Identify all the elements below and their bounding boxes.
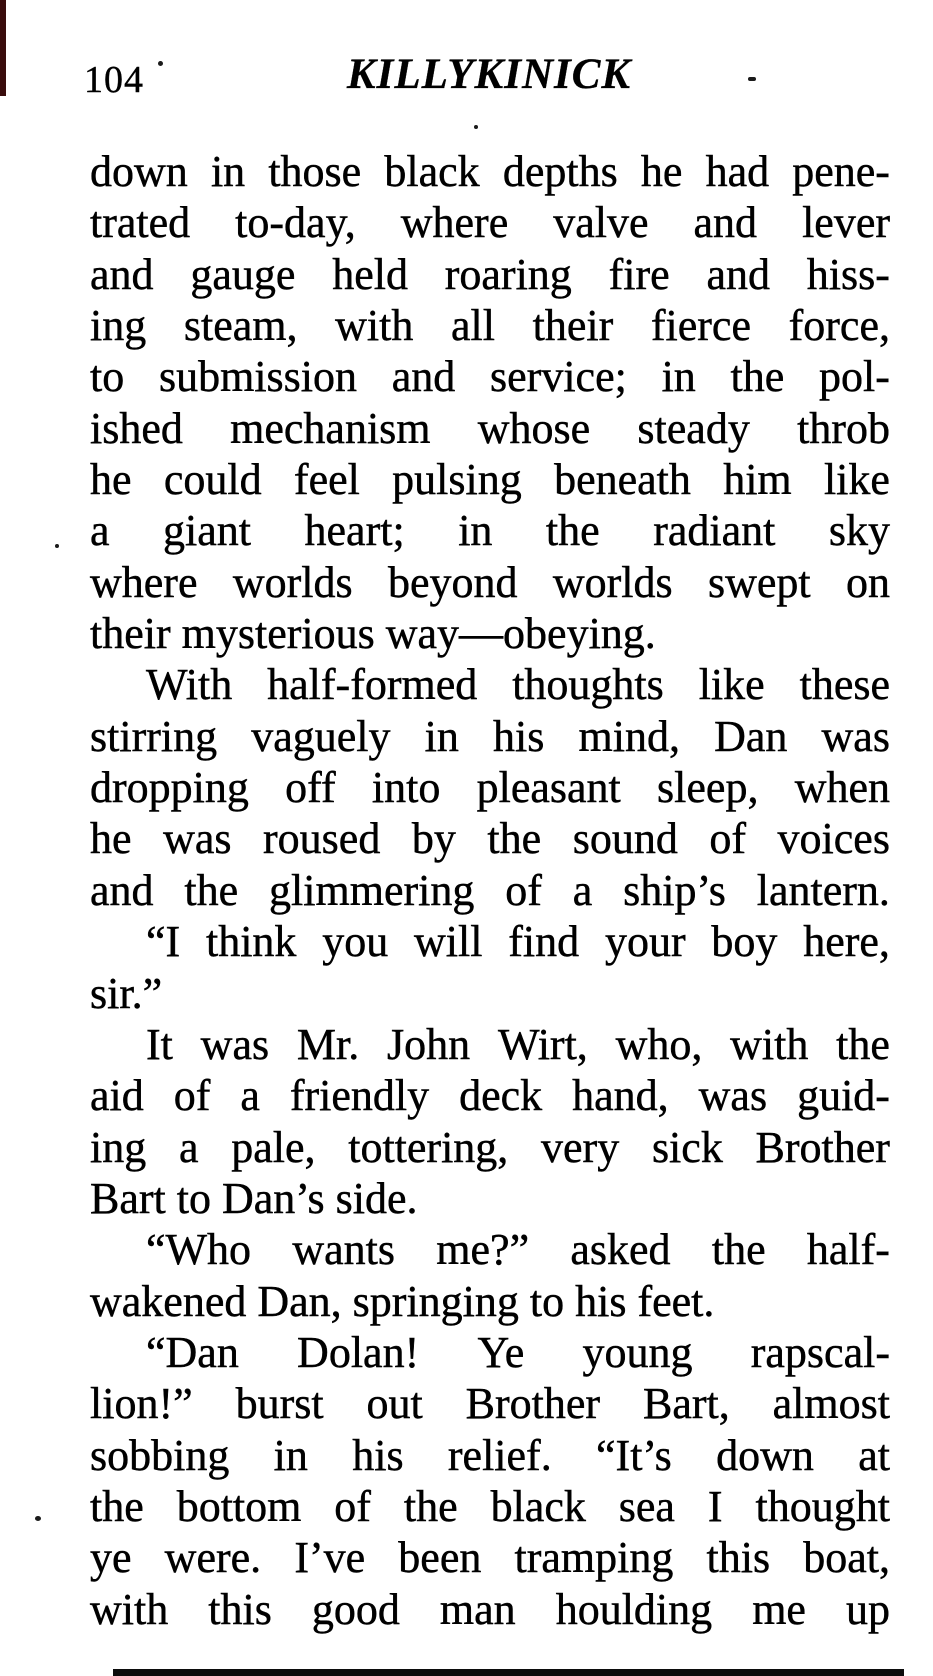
- word: a: [572, 865, 593, 915]
- word: will: [414, 917, 483, 967]
- word: was: [821, 711, 890, 761]
- word: a: [240, 1071, 260, 1121]
- word: down: [90, 147, 188, 196]
- word: Dan: [714, 711, 788, 761]
- word: relief.: [447, 1430, 552, 1480]
- text-line: [90, 1224, 890, 1275]
- word: in: [273, 1430, 308, 1480]
- word: roused: [263, 814, 381, 864]
- word: he: [90, 814, 132, 864]
- word: their: [532, 301, 614, 351]
- scan-edge-mark: [0, 0, 6, 96]
- word: the: [184, 865, 239, 915]
- word: ing: [90, 301, 147, 351]
- word: Mr.: [296, 1019, 360, 1069]
- word: pleasant: [476, 763, 621, 813]
- word: and: [90, 865, 154, 915]
- word: I’ve: [294, 1533, 366, 1583]
- word: sleep,: [657, 763, 759, 813]
- word: rapscal-: [750, 1327, 890, 1377]
- word: deck: [459, 1071, 543, 1121]
- word: mind,: [578, 711, 680, 761]
- text-line: [90, 916, 890, 967]
- scan-speck: [158, 61, 163, 66]
- body-text: [90, 146, 890, 1635]
- word: a: [178, 1122, 199, 1172]
- word: when: [794, 763, 890, 813]
- word: and: [90, 249, 154, 299]
- word: the: [90, 1481, 144, 1531]
- word: this: [208, 1584, 272, 1634]
- word: trated: [90, 198, 191, 248]
- text-line: [90, 300, 890, 351]
- word: half-formed: [267, 660, 478, 710]
- text-line: [90, 1122, 890, 1173]
- word: into: [371, 763, 441, 813]
- word: young: [582, 1327, 693, 1377]
- word: whose: [477, 403, 591, 453]
- word: the: [545, 506, 600, 556]
- word: glimmering: [269, 865, 475, 915]
- word: by: [411, 814, 456, 864]
- word: ship’s: [623, 865, 726, 915]
- text-line: [90, 197, 890, 248]
- word: the: [487, 814, 542, 864]
- word: hand,: [572, 1071, 669, 1121]
- word: friendly: [289, 1071, 430, 1121]
- word: “Dan: [146, 1327, 239, 1377]
- word: half-: [806, 1225, 890, 1275]
- word: dropping: [90, 763, 249, 813]
- word: man: [439, 1584, 516, 1634]
- word: who,: [615, 1019, 703, 1069]
- text-line: [90, 1070, 890, 1121]
- word: ished: [90, 403, 183, 453]
- word: gauge: [190, 249, 296, 299]
- word: where: [400, 198, 509, 248]
- text-line: [90, 865, 890, 916]
- word: off: [285, 763, 336, 813]
- word: roaring: [444, 249, 572, 299]
- word: fierce: [650, 301, 751, 351]
- word: pol-: [819, 352, 890, 402]
- word: had: [705, 147, 770, 196]
- word: beneath: [554, 455, 691, 505]
- word: Ye: [477, 1327, 525, 1377]
- word: thoughts: [512, 660, 664, 710]
- word: the: [711, 1225, 766, 1275]
- word: his: [352, 1430, 404, 1480]
- word: sobbing: [90, 1430, 230, 1480]
- word: this: [706, 1533, 771, 1583]
- text-line: sir.”: [90, 968, 163, 1018]
- word: like: [823, 455, 890, 505]
- word: tramping: [514, 1533, 674, 1583]
- word: in: [210, 147, 246, 196]
- word: lantern.: [756, 865, 890, 915]
- word: been: [398, 1533, 482, 1583]
- text-line: [90, 403, 890, 454]
- word: service;: [490, 352, 627, 402]
- word: in: [661, 352, 696, 402]
- word: held: [332, 249, 408, 299]
- scan-speck: [748, 77, 756, 81]
- word: bottom: [176, 1481, 302, 1531]
- word: It: [146, 1019, 173, 1069]
- word: almost: [772, 1379, 890, 1429]
- word: these: [799, 660, 890, 710]
- word: out: [366, 1379, 423, 1429]
- word: depths: [502, 147, 618, 196]
- word: steam,: [183, 301, 298, 351]
- word: to: [90, 352, 125, 402]
- word: he: [90, 455, 132, 505]
- word: swept: [707, 557, 811, 607]
- word: where: [90, 557, 198, 607]
- word: him: [723, 455, 792, 505]
- word: was: [200, 1019, 270, 1069]
- word: sea: [618, 1481, 675, 1531]
- word: I: [707, 1481, 723, 1531]
- word: down: [716, 1430, 814, 1480]
- text-line: [90, 813, 890, 864]
- scan-speck: [474, 125, 478, 129]
- text-line: [90, 1378, 890, 1429]
- word: were.: [164, 1533, 262, 1583]
- text-line: [90, 1019, 890, 1070]
- word: your: [604, 917, 686, 967]
- word: boy: [711, 917, 778, 967]
- scan-speck: [55, 544, 59, 548]
- word: good: [311, 1584, 400, 1634]
- word: the: [730, 352, 785, 402]
- text-line: [90, 351, 890, 402]
- word: lever: [802, 198, 890, 248]
- word: guid-: [797, 1071, 890, 1121]
- word: sick: [651, 1122, 723, 1172]
- word: Brother: [465, 1379, 601, 1429]
- text-line: [90, 557, 890, 608]
- word: of: [505, 865, 542, 915]
- word: steady: [637, 403, 750, 453]
- running-title: KILLYKINICK: [346, 51, 632, 98]
- word: me: [752, 1584, 806, 1634]
- word: worlds: [232, 557, 353, 607]
- word: me?”: [436, 1225, 530, 1275]
- word: his: [493, 711, 545, 761]
- word: you: [322, 917, 389, 967]
- word: very: [541, 1122, 620, 1172]
- word: tottering,: [348, 1122, 509, 1172]
- word: “Who: [146, 1225, 252, 1275]
- text-line: [90, 146, 890, 197]
- word: sound: [572, 814, 678, 864]
- word: “It’s: [596, 1430, 672, 1480]
- word: of: [334, 1481, 371, 1531]
- word: black: [384, 147, 480, 196]
- word: the: [836, 1019, 890, 1069]
- word: like: [698, 660, 765, 710]
- word: thought: [755, 1481, 890, 1531]
- word: ye: [90, 1533, 132, 1583]
- word: with: [730, 1019, 809, 1069]
- text-line: [90, 711, 890, 762]
- text-line: wakened Dan, springing to his feet.: [90, 1276, 715, 1326]
- text-line: Bart to Dan’s side.: [90, 1173, 418, 1223]
- word: the: [403, 1481, 458, 1531]
- word: submission: [158, 352, 358, 402]
- word: of: [173, 1071, 211, 1121]
- word: boat,: [803, 1533, 890, 1583]
- word: a: [90, 506, 110, 556]
- word: hiss-: [806, 249, 890, 299]
- word: heart;: [304, 506, 405, 556]
- word: lion!”: [90, 1379, 193, 1429]
- word: sky: [828, 506, 890, 556]
- word: valve: [553, 198, 649, 248]
- text-line: [90, 454, 890, 505]
- word: voices: [777, 814, 890, 864]
- text-line: [90, 762, 890, 813]
- word: pulsing: [392, 455, 522, 505]
- word: up: [845, 1584, 890, 1634]
- word: with: [90, 1584, 169, 1634]
- word: beyond: [387, 557, 518, 607]
- word: in: [424, 711, 459, 761]
- word: was: [698, 1071, 768, 1121]
- word: black: [490, 1481, 586, 1531]
- page-number: 104: [84, 59, 144, 101]
- word: of: [709, 814, 747, 864]
- word: houlding: [555, 1584, 713, 1634]
- word: asked: [570, 1225, 671, 1275]
- text-line: [90, 249, 890, 300]
- word: in: [458, 506, 493, 556]
- text-line: [90, 1481, 890, 1532]
- text-line: [90, 505, 890, 556]
- word: aid: [90, 1071, 144, 1121]
- word: John: [387, 1019, 471, 1069]
- word: here,: [803, 917, 890, 967]
- word: Dolan!: [297, 1327, 420, 1377]
- word: on: [845, 557, 890, 607]
- word: Bart,: [642, 1379, 730, 1429]
- word: vaguely: [251, 711, 391, 761]
- word: to-day,: [235, 198, 356, 248]
- word: at: [858, 1430, 890, 1480]
- word: mechanism: [230, 403, 431, 453]
- word: throb: [797, 403, 890, 453]
- word: Wirt,: [497, 1019, 588, 1069]
- word: those: [268, 147, 362, 196]
- word: pale,: [231, 1122, 316, 1172]
- text-line: [90, 1430, 890, 1481]
- word: force,: [788, 301, 890, 351]
- scan-speck: [35, 1516, 41, 1521]
- text-line: their mysterious way—obeying.: [90, 609, 656, 659]
- word: “I: [146, 917, 181, 967]
- word: find: [508, 917, 580, 967]
- word: burst: [235, 1379, 324, 1429]
- word: giant: [163, 506, 252, 556]
- word: with: [335, 301, 414, 351]
- word: think: [205, 917, 297, 967]
- text-line: [90, 1584, 890, 1635]
- word: and: [706, 249, 770, 299]
- word: stirring: [90, 711, 218, 761]
- word: worlds: [552, 557, 673, 607]
- word: wants: [292, 1225, 395, 1275]
- word: all: [450, 301, 495, 351]
- word: and: [391, 352, 456, 402]
- word: pene-: [792, 147, 890, 196]
- text-line: [90, 1532, 890, 1583]
- word: ing: [90, 1122, 147, 1172]
- word: fire: [608, 249, 670, 299]
- word: feel: [293, 455, 360, 505]
- text-line: [90, 1327, 890, 1378]
- word: radiant: [653, 506, 776, 556]
- word: was: [163, 814, 232, 864]
- word: With: [146, 660, 233, 710]
- word: Brother: [755, 1122, 890, 1172]
- word: could: [163, 455, 262, 505]
- scan-bottom-bar: [113, 1669, 904, 1676]
- text-line: [90, 659, 890, 710]
- word: and: [693, 198, 758, 248]
- word: he: [640, 147, 683, 196]
